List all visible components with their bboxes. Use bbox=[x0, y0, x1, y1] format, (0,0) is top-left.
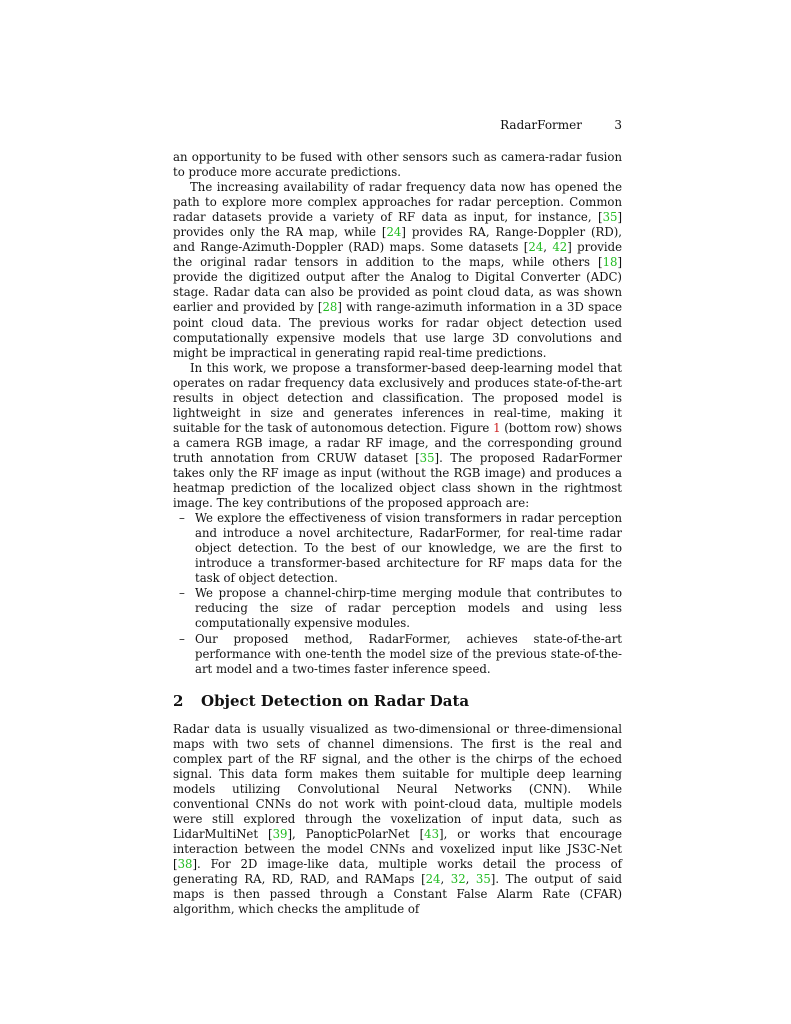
list-item-text: Our proposed method, RadarFormer, achieves state-of-the-art performance with one-tenth the model size of the previous state-of-the-art model and a two-times faster inference speed. bbox=[195, 631, 622, 676]
paragraph: In this work, we propose a transformer-based deep-learning model that operates on radar frequency data exclusively and produces state-of-the-art results in object detection and classification. The proposed model is lightweight in size and generates inferences in real-time, making it suitable for the task of autonomous detection. Figure 1 (bottom row) shows a camera RGB image, a radar RF image, and the corresponding ground truth annotation from CRUW dataset [35]. The proposed RadarFormer takes only the RF image as input (without the RGB image) and produces a heatmap prediction of the localized object class shown in the rightmost image. The key contributions of the proposed approach are: bbox=[173, 360, 622, 511]
list-item: – We explore the effectiveness of vision transformers in radar perception and introduce a novel architecture, RadarFormer, for real-time radar object detection. To the best of our knowledge, we are the first to introduce a transformer-based architecture for RF maps data for the task of object detection. bbox=[179, 511, 622, 586]
page-body bbox=[173, 150, 622, 917]
citation-link[interactable]: 38 bbox=[177, 857, 193, 872]
list-item: – We propose a channel-chirp-time merging module that contributes to reducing the size of radar perception models and using less computationally expensive modules. bbox=[179, 586, 622, 631]
figure-ref-link[interactable]: 1 bbox=[493, 420, 501, 435]
citation-link[interactable]: 28 bbox=[322, 300, 338, 315]
paragraph: The increasing availability of radar frequency data now has opened the path to explore more complex approaches for radar perception. Common radar datasets provide a variety of RF data as input, for instance, [35] provides only the RA map, while [24] provides RA, Range-Doppler (RD), and Range-Azimuth-Doppler (RAD) maps. Some datasets [24, 42] provide the original radar tensors in addition to the maps, while others [18] provide the digitized output after the Analog to Digital Converter (ADC) stage. Radar data can also be provided as point cloud data, as was shown earlier and provided by [28] with range-azimuth information in a 3D space point cloud data. The previous works for radar object detection used computationally expensive models that use large 3D convolutions and might be impractical in generating rapid real-time predictions. bbox=[173, 180, 623, 360]
list-item-text: We explore the effectiveness of vision transformers in radar perception and introduce a novel architecture, RadarFormer, for real-time radar object detection. To the best of our knowledge, we are the first to introduce a transformer-based architecture for RF maps data for the task of object detection. bbox=[195, 511, 622, 586]
list-item: – Our proposed method, RadarFormer, achieves state-of-the-art performance with one-tenth the model size of the previous state-of-the-art model and a two-times faster inference speed. bbox=[179, 631, 622, 676]
section-number: 2 bbox=[173, 691, 184, 710]
citation-link[interactable]: 42 bbox=[552, 240, 568, 255]
citation-link[interactable]: 18 bbox=[602, 255, 618, 270]
citation-link[interactable]: 35 bbox=[419, 450, 435, 465]
citation-link[interactable]: 32 bbox=[450, 872, 466, 887]
citation-link[interactable]: 24 bbox=[386, 225, 402, 240]
citation-link[interactable]: 39 bbox=[272, 826, 288, 841]
contributions-list bbox=[173, 511, 622, 677]
list-item-text: We propose a channel-chirp-time merging module that contributes to reducing the size of radar perception models and using less computationally expensive modules. bbox=[195, 586, 622, 631]
paragraph: an opportunity to be fused with other sensors such as camera-radar fusion to produce more accurate predictions. bbox=[173, 150, 622, 180]
running-title: RadarFormer bbox=[500, 118, 582, 132]
citation-link[interactable]: 24 bbox=[528, 240, 544, 255]
section-title: Object Detection on Radar Data bbox=[201, 691, 470, 710]
section-heading bbox=[173, 691, 622, 711]
page-number: 3 bbox=[614, 118, 622, 132]
citation-link[interactable]: 43 bbox=[424, 826, 440, 841]
citation-link[interactable]: 35 bbox=[475, 872, 491, 887]
running-header bbox=[173, 118, 622, 134]
paragraph: Radar data is usually visualized as two-dimensional or three-dimensional maps with two sets of channel dimensions. The first is the real and complex part of the RF signal, and the other is the chirps of the echoed signal. This data form makes them suitable for multiple deep learning models utilizing Convolutional Neural Networks (CNN). While conventional CNNs do not work with point-cloud data, multiple models were still explored through the voxelization of input data, such as LidarMultiNet [39], PanopticPolarNet [43], or works that encourage interaction between the model CNNs and voxelized input like JS3C-Net [38]. For 2D image-like data, multiple works detail the process of generating RA, RD, RAD, and RAMaps [24, 32, 35]. The output of said maps is then passed through a Constant False Alarm Rate (CFAR) algorithm, which checks the amplitude of bbox=[173, 721, 622, 917]
citation-link[interactable]: 24 bbox=[425, 872, 441, 887]
citation-link[interactable]: 35 bbox=[602, 210, 618, 225]
